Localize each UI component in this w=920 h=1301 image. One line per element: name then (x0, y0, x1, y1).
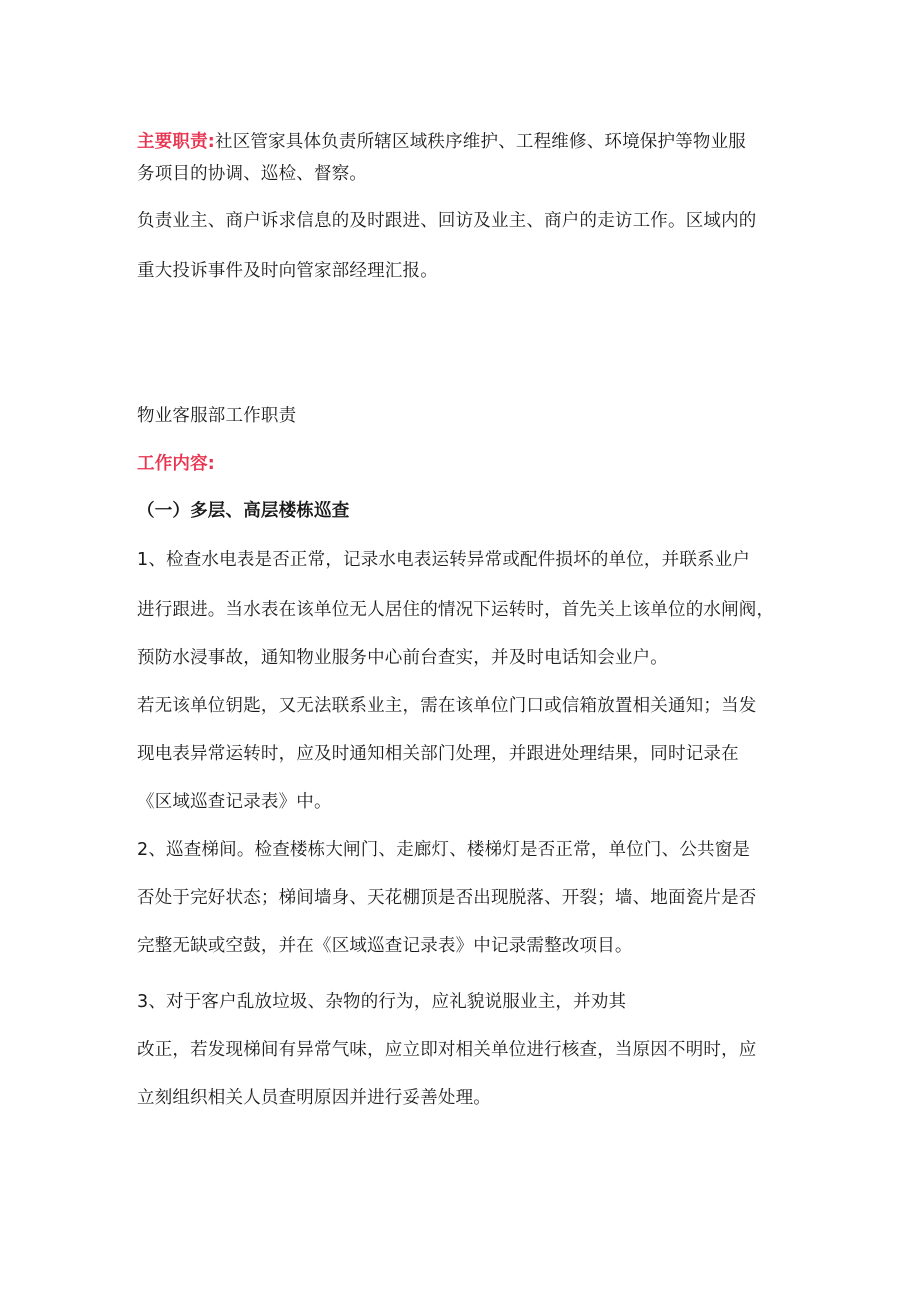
duties-line-4: 重大投诉事件及时向管家部经理汇报。 (137, 261, 438, 281)
duties-label: 主要职责: (137, 132, 215, 152)
item1-line-1: 1、检查水电表是否正常，记录水电表运转异常或配件损坏的单位，并联系业户 (137, 550, 751, 570)
duties-line-2: 务项目的协调、巡检、督察。 (137, 164, 368, 184)
item3-line-1: 3、对于客户乱放垃圾、杂物的行为，应礼貌说服业主，并劝其 (137, 992, 627, 1012)
item2-line-1: 2、巡查梯间。检查楼栋大闸门、走廊灯、楼梯灯是否正常，单位门、公共窗是 (137, 840, 751, 860)
item2-line-3: 完整无缺或空鼓，并在《区域巡查记录表》中记录需整改项目。 (137, 936, 633, 956)
item3-line-2: 改正，若发现梯间有异常气味，应立即对相关单位进行核查，当原因不明时，应 (137, 1040, 757, 1060)
duties-line-1 (137, 130, 746, 154)
section-title: 物业客服部工作职责 (137, 406, 297, 426)
item3-line-3: 立刻组织相关人员查明原因并进行妥善处理。 (137, 1088, 491, 1108)
item2-line-2: 否处于完好状态；梯间墙身、天花棚顶是否出现脱落、开裂；墙、地面瓷片是否 (137, 888, 757, 908)
item1-line-3: 预防水浸事故，通知物业服务中心前台查实，并及时电话知会业户。 (137, 648, 668, 668)
item1-line-6: 《区域巡查记录表》中。 (137, 792, 332, 812)
patrol-subheading: （一）多层、高层楼栋巡查 (137, 501, 350, 521)
duties-text-1: 社区管家具体负责所辖区域秩序维护、工程维修、环境保护等物业服 (215, 132, 746, 152)
item1-line-2: 进行跟进。当水表在该单位无人居住的情况下运转时，首先关上该单位的水闸阀， (137, 600, 775, 620)
content-heading: 工作内容: (137, 454, 215, 474)
item1-line-4: 若无该单位钥匙，又无法联系业主，需在该单位门口或信箱放置相关通知；当发 (137, 696, 757, 716)
item1-line-5: 现电表异常运转时，应及时通知相关部门处理，并跟进处理结果，同时记录在 (137, 744, 739, 764)
duties-line-3: 负责业主、商户诉求信息的及时跟进、回访及业主、商户的走访工作。区域内的 (137, 211, 757, 231)
